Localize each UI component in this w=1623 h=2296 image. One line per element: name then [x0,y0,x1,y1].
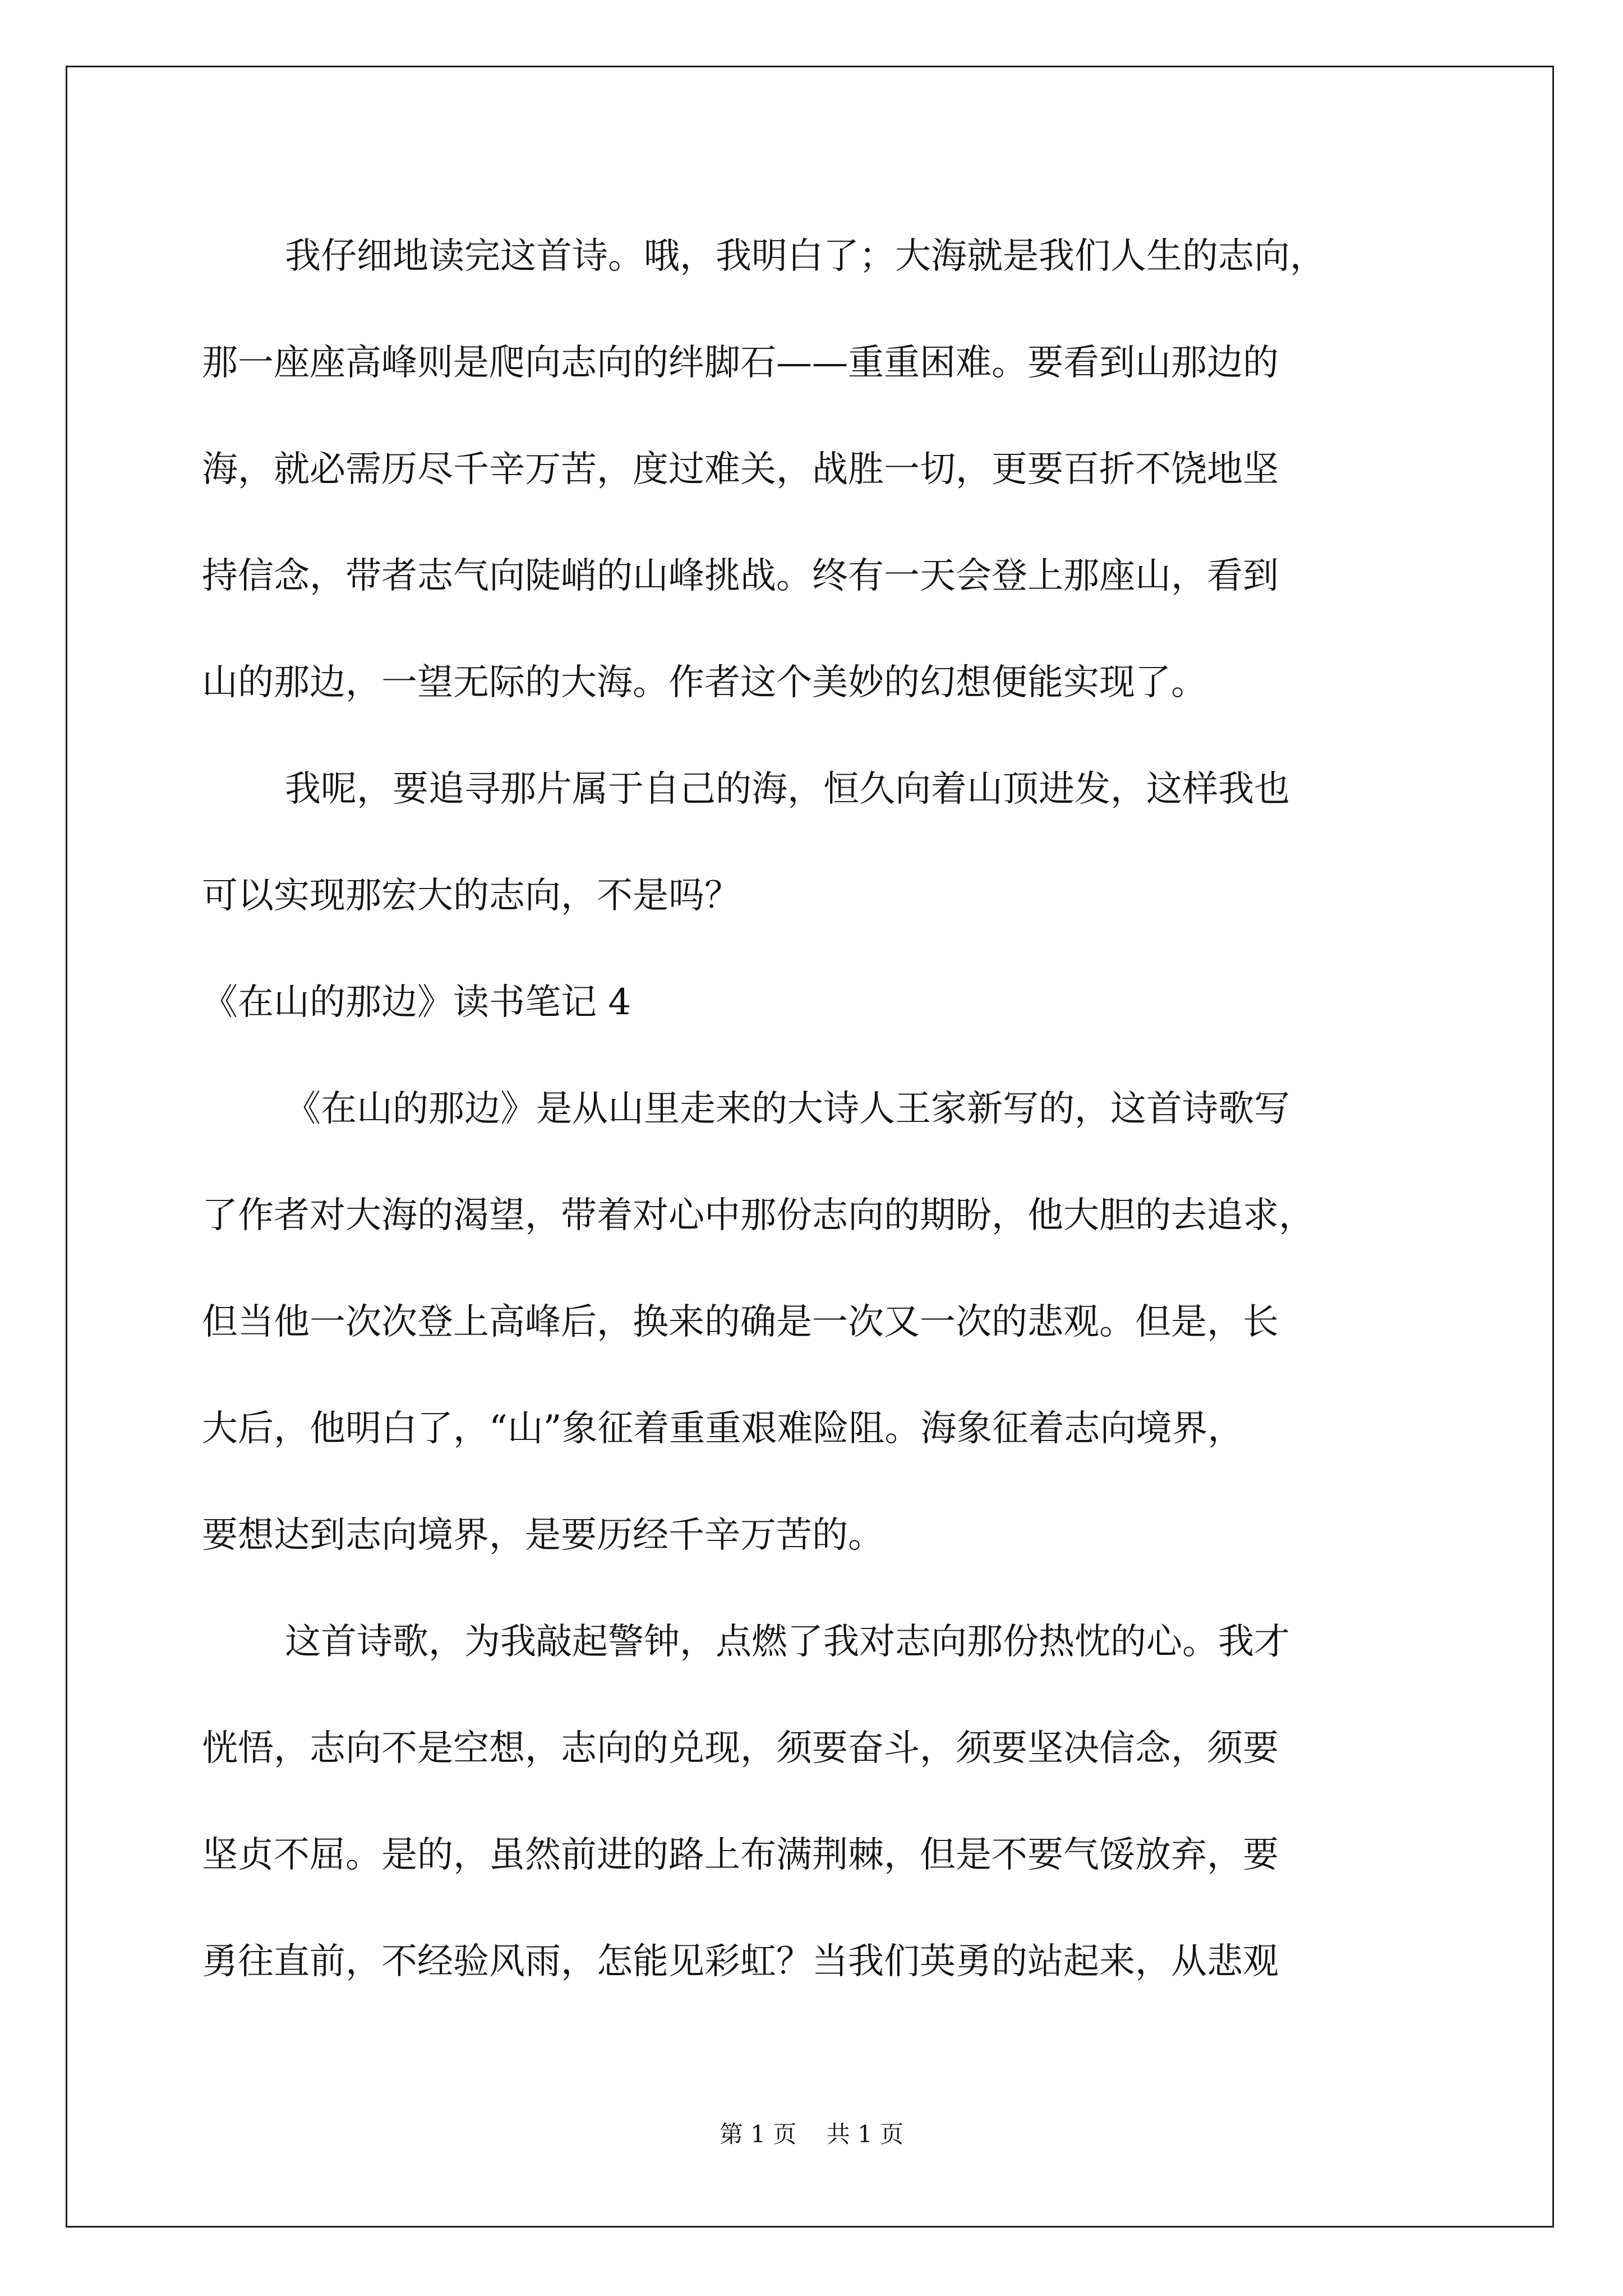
paragraph-line: 勇往直前，不经验风雨，怎能见彩虹？当我们英勇的站起来，从悲观 [202,1941,1279,1982]
document-body [202,203,1441,2015]
paragraph-line: 大后，他明白了，“山”象征着重重艰难险阻。海象征着志向境界， [202,1408,1244,1450]
paragraph-line: 我仔细地读完这首诗。哦，我明白了；大海就是我们人生的志向， [285,236,1326,277]
paragraph-line: 山的那边，一望无际的大海。作者这个美妙的幻想便能实现了。 [202,662,1207,703]
paragraph-line: 可以实现那宏大的志向，不是吗？ [202,875,740,917]
paragraph-line: 了作者对大海的渴望，带着对心中那份志向的期盼，他大胆的去追求， [202,1195,1315,1236]
paragraph-line: 海，就必需历尽千辛万苦，度过难关，战胜一切，更要百折不饶地坚 [202,449,1279,490]
paragraph-line: 那一座座高峰则是爬向志向的绊脚石——重重困难。要看到山那边的 [202,342,1279,384]
section-heading: 《在山的那边》读书笔记 4 [202,982,631,1023]
paragraph-line: 但当他一次次登上高峰后，换来的确是一次又一次的悲观。但是，长 [202,1301,1279,1343]
page-number-footer: 第 1 页 共 1 页 [719,2120,904,2148]
paragraph-line: 这首诗歌，为我敲起警钟，点燃了我对志向那份热忱的心。我才 [285,1621,1290,1663]
paragraph-line: 要想达到志向境界，是要历经千辛万苦的。 [202,1515,884,1556]
paragraph-line: 我呢，要追寻那片属于自己的海，恒久向着山顶进发，这样我也 [285,769,1290,810]
paragraph-line: 持信念，带者志气向陡峭的山峰挑战。终有一天会登上那座山，看到 [202,555,1279,597]
paragraph-line: 《在山的那边》是从山里走来的大诗人王家新写的，这首诗歌写 [285,1088,1290,1130]
paragraph-line: 坚贞不屈。是的，虽然前进的路上布满荆棘，但是不要气馁放弃，要 [202,1834,1279,1876]
paragraph-line: 恍悟，志向不是空想，志向的兑现，须要奋斗，须要坚决信念，须要 [202,1728,1279,1769]
